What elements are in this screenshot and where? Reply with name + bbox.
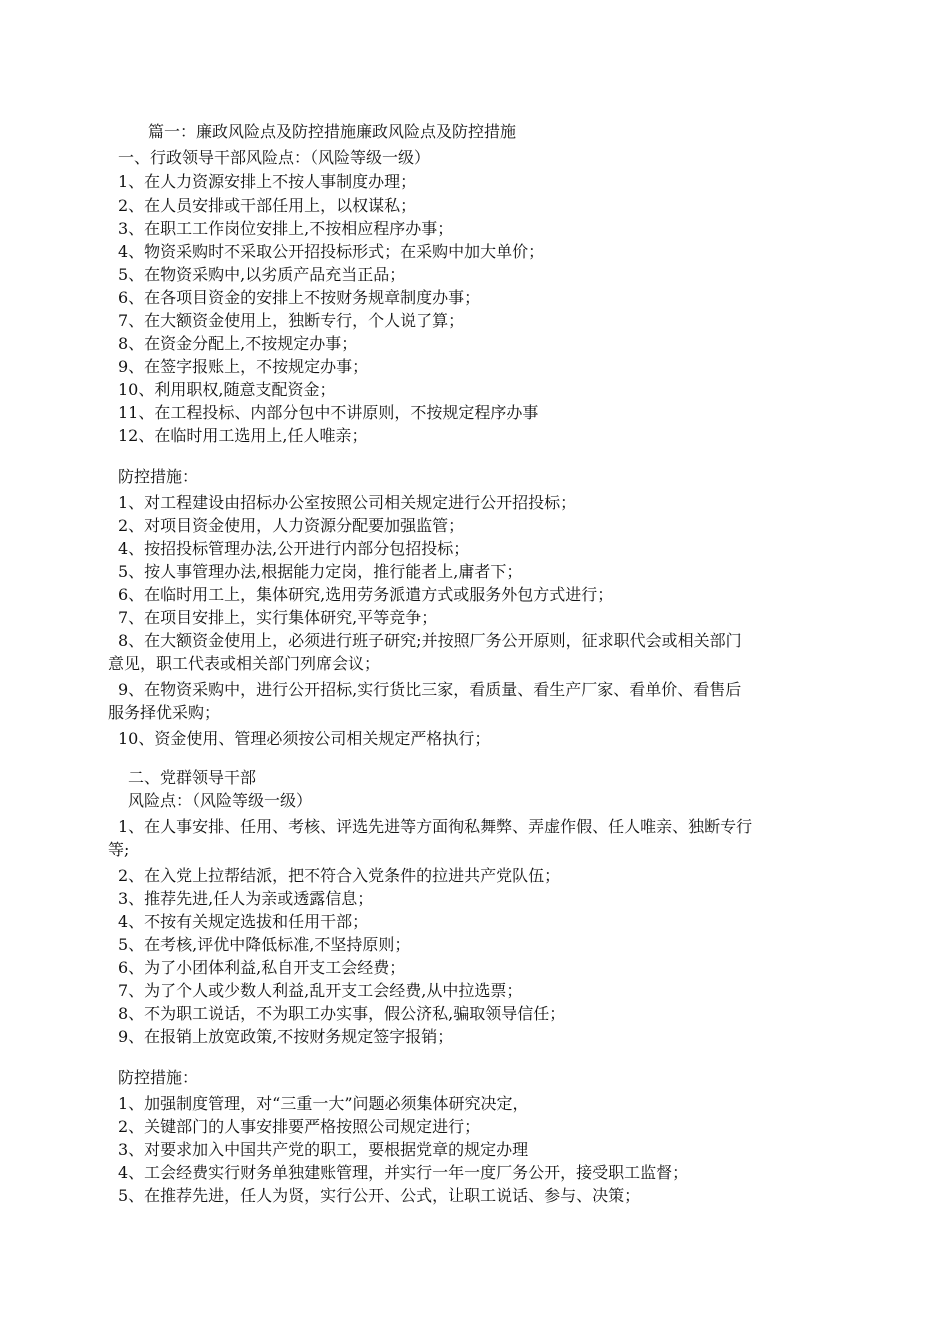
section1-risk-5: 5、在物资采购中,以劣质产品充当正品；	[118, 265, 406, 284]
section2-measure-5: 5、在推荐先进，任人为贤，实行公开、公式，让职工说话、参与、决策；	[118, 1186, 641, 1205]
section2-measure-4: 4、工会经费实行财务单独建账管理，并实行一年一度厂务公开，接受职工监督；	[118, 1163, 689, 1182]
section1-risk-4: 4、物资采购时不采取公开招投标形式；在采购中加大单价；	[118, 242, 545, 261]
section2-risk-1: 1、在人事安排、任用、考核、评选先进等方面徇私舞弊、弄虚作假、任人唯亲、独断专行	[118, 817, 753, 836]
section2-measure-1: 1、加强制度管理，对“三重一大”问题必须集体研究决定，	[118, 1094, 529, 1113]
section1-measure-6: 6、在临时用工上，集体研究,选用劳务派遣方式或服务外包方式进行；	[118, 585, 614, 604]
section1-risk-1: 1、在人力资源安排上不按人事制度办理；	[118, 172, 417, 191]
section1-risk-7: 7、在大额资金使用上，独断专行，个人说了算；	[118, 311, 465, 330]
section1-measure-8-cont: 意见，职工代表或相关部门列席会议；	[108, 654, 381, 673]
section1-measure-1: 1、对工程建设由招标办公室按照公司相关规定进行公开招投标；	[118, 493, 577, 512]
section1-measure-9-cont: 服务择优采购；	[108, 703, 221, 722]
section2-risk-heading: 风险点：（风险等级一级）	[128, 791, 313, 810]
section2-risk-8: 8、不为职工说话，不为职工办实事，假公济私,骗取领导信任；	[118, 1004, 566, 1023]
section2-risk-3: 3、推荐先进,任人为亲或透露信息；	[118, 889, 374, 908]
section1-measure-10: 10、资金使用、管理必须按公司相关规定严格执行；	[118, 729, 491, 748]
section1-measure-5: 5、按人事管理办法,根据能力定岗，推行能者上,庸者下；	[118, 562, 523, 581]
section2-risk-6: 6、为了小团体利益,私自开支工会经费；	[118, 958, 406, 977]
section2-heading: 二、党群领导干部	[128, 768, 257, 787]
section2-risk-9: 9、在报销上放宽政策,不按财务规定签字报销；	[118, 1027, 454, 1046]
section2-measure-2: 2、关键部门的人事安排要严格按照公司规定进行；	[118, 1117, 481, 1136]
section1-measures-heading: 防控措施：	[118, 467, 199, 486]
section2-risk-2: 2、在入党上拉帮结派，把不符合入党条件的拉进共产党队伍；	[118, 866, 561, 885]
section2-risk-1-cont: 等;	[108, 840, 130, 859]
section1-risk-8: 8、在资金分配上,不按规定办事；	[118, 334, 358, 353]
section2-risk-4: 4、不按有关规定选拔和任用干部；	[118, 912, 369, 931]
section1-risk-2: 2、在人员安排或干部任用上，以权谋私；	[118, 196, 417, 215]
section2-risk-7: 7、为了个人或少数人利益,乱开支工会经费,从中拉选票；	[118, 981, 523, 1000]
section2-measures-heading: 防控措施：	[118, 1068, 199, 1087]
section1-risk-11: 11、在工程投标、内部分包中不讲原则，不按规定程序办事	[118, 403, 539, 422]
document-title: 篇一：廉政风险点及防控措施廉政风险点及防控措施	[148, 122, 517, 141]
section1-measure-4: 4、按招投标管理办法,公开进行内部分包招投标；	[118, 539, 470, 558]
section1-measure-9: 9、在物资采购中，进行公开招标,实行货比三家，看质量、看生产厂家、看单价、看售后	[118, 680, 742, 699]
section1-measure-7: 7、在项目安排上，实行集体研究,平等竞争；	[118, 608, 438, 627]
section1-risk-6: 6、在各项目资金的安排上不按财务规章制度办事；	[118, 288, 481, 307]
section1-measure-2: 2、对项目资金使用，人力资源分配要加强监管；	[118, 516, 465, 535]
section1-risk-3: 3、在职工工作岗位安排上,不按相应程序办事；	[118, 219, 454, 238]
section1-risk-10: 10、利用职权,随意支配资金；	[118, 380, 336, 399]
section1-heading: 一、行政领导干部风险点：（风险等级一级）	[118, 148, 431, 167]
section1-measure-8: 8、在大额资金使用上，必须进行班子研究;并按照厂务公开原则，征求职代会或相关部门	[118, 631, 742, 650]
section2-risk-5: 5、在考核,评优中降低标准,不坚持原则；	[118, 935, 411, 954]
section2-measure-3: 3、对要求加入中国共产党的职工，要根据党章的规定办理	[118, 1140, 529, 1159]
section1-risk-9: 9、在签字报账上，不按规定办事；	[118, 357, 369, 376]
section1-risk-12: 12、在临时用工选用上,任人唯亲；	[118, 426, 368, 445]
